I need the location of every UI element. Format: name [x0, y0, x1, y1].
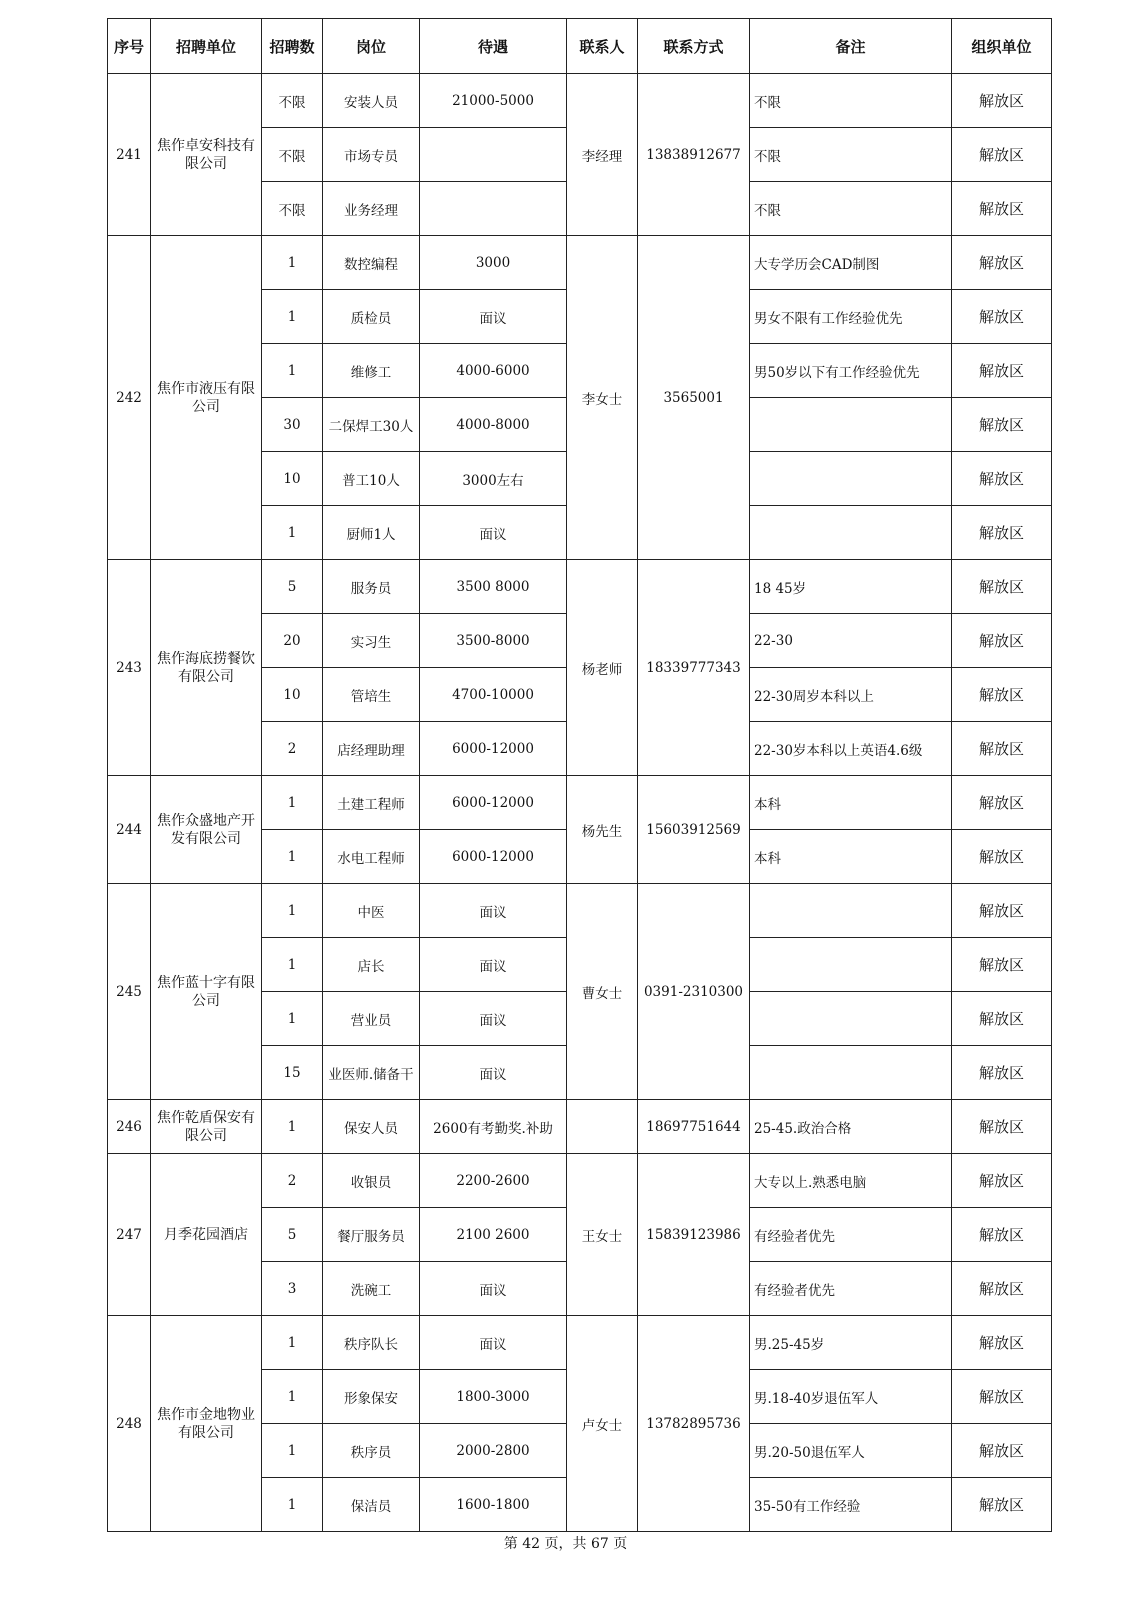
- cell-post: 普工10人: [323, 452, 420, 506]
- cell-note: 大专以上.熟悉电脑: [750, 1154, 952, 1208]
- cell-contact: 李经理: [567, 74, 638, 236]
- cell-note: 22-30周岁本科以上: [750, 668, 952, 722]
- cell-org: 解放区: [952, 74, 1052, 128]
- cell-post: 中医: [323, 884, 420, 938]
- cell-pay: 3000左右: [420, 452, 567, 506]
- header-phone: 联系方式: [638, 19, 750, 74]
- cell-count: 1: [262, 236, 323, 290]
- header-row: [108, 19, 1052, 74]
- cell-post: 土建工程师: [323, 776, 420, 830]
- cell-note: 男.20-50退伍军人: [750, 1424, 952, 1478]
- header-count: 招聘数: [262, 19, 323, 74]
- cell-note: 不限: [750, 182, 952, 236]
- table-row: [108, 236, 1052, 290]
- cell-count: 5: [262, 560, 323, 614]
- cell-post: 实习生: [323, 614, 420, 668]
- cell-note: 本科: [750, 776, 952, 830]
- cell-count: 不限: [262, 128, 323, 182]
- cell-pay: [420, 128, 567, 182]
- cell-post: 数控编程: [323, 236, 420, 290]
- cell-org: 解放区: [952, 560, 1052, 614]
- cell-pay: 6000-12000: [420, 776, 567, 830]
- cell-pay: 面议: [420, 1046, 567, 1100]
- cell-post: 店经理助理: [323, 722, 420, 776]
- cell-no: 247: [108, 1154, 151, 1316]
- cell-post: 保洁员: [323, 1478, 420, 1532]
- cell-note: 18 45岁: [750, 560, 952, 614]
- cell-count: 10: [262, 452, 323, 506]
- cell-pay: 面议: [420, 884, 567, 938]
- cell-post: 营业员: [323, 992, 420, 1046]
- cell-pay: 1800-3000: [420, 1370, 567, 1424]
- cell-org: 解放区: [952, 830, 1052, 884]
- cell-contact: 卢女士: [567, 1316, 638, 1532]
- cell-count: 10: [262, 668, 323, 722]
- header-org: 组织单位: [952, 19, 1052, 74]
- cell-org: 解放区: [952, 992, 1052, 1046]
- table-row: [108, 74, 1052, 128]
- cell-pay: 21000-5000: [420, 74, 567, 128]
- cell-count: 1: [262, 1316, 323, 1370]
- cell-unit: 焦作市金地物业有限公司: [151, 1316, 262, 1532]
- cell-org: 解放区: [952, 614, 1052, 668]
- cell-note: [750, 884, 952, 938]
- cell-no: 242: [108, 236, 151, 560]
- cell-org: 解放区: [952, 1046, 1052, 1100]
- cell-count: 15: [262, 1046, 323, 1100]
- cell-post: 收银员: [323, 1154, 420, 1208]
- cell-count: 3: [262, 1262, 323, 1316]
- cell-pay: 面议: [420, 938, 567, 992]
- header-post: 岗位: [323, 19, 420, 74]
- cell-post: 业务经理: [323, 182, 420, 236]
- cell-note: 有经验者优先: [750, 1262, 952, 1316]
- cell-contact: 杨老师: [567, 560, 638, 776]
- cell-note: [750, 506, 952, 560]
- cell-pay: 1600-1800: [420, 1478, 567, 1532]
- cell-post: 秩序员: [323, 1424, 420, 1478]
- cell-post: 安装人员: [323, 74, 420, 128]
- cell-no: 245: [108, 884, 151, 1100]
- cell-post: 二保焊工30人: [323, 398, 420, 452]
- cell-pay: 2000-2800: [420, 1424, 567, 1478]
- cell-org: 解放区: [952, 1424, 1052, 1478]
- cell-note: 男50岁以下有工作经验优先: [750, 344, 952, 398]
- table-row: [108, 1154, 1052, 1208]
- cell-note: [750, 452, 952, 506]
- cell-org: 解放区: [952, 236, 1052, 290]
- cell-post: 厨师1人: [323, 506, 420, 560]
- cell-contact: 杨先生: [567, 776, 638, 884]
- cell-pay: 2100 2600: [420, 1208, 567, 1262]
- cell-pay: 6000-12000: [420, 830, 567, 884]
- cell-post: 管培生: [323, 668, 420, 722]
- cell-count: 1: [262, 776, 323, 830]
- table-body: [108, 74, 1052, 1532]
- cell-unit: 焦作乾盾保安有限公司: [151, 1100, 262, 1154]
- cell-phone: 15603912569: [638, 776, 750, 884]
- cell-post: 餐厅服务员: [323, 1208, 420, 1262]
- table-row: [108, 776, 1052, 830]
- table-row: [108, 560, 1052, 614]
- header-unit: 招聘单位: [151, 19, 262, 74]
- cell-note: 大专学历会CAD制图: [750, 236, 952, 290]
- table-row: [108, 884, 1052, 938]
- cell-org: 解放区: [952, 1262, 1052, 1316]
- cell-count: 不限: [262, 74, 323, 128]
- cell-phone: 18339777343: [638, 560, 750, 776]
- cell-pay: 面议: [420, 290, 567, 344]
- cell-pay: 3500-8000: [420, 614, 567, 668]
- cell-phone: 0391-2310300: [638, 884, 750, 1100]
- cell-unit: 焦作市液压有限公司: [151, 236, 262, 560]
- cell-pay: 4700-10000: [420, 668, 567, 722]
- header-note: 备注: [750, 19, 952, 74]
- cell-count: 1: [262, 938, 323, 992]
- cell-org: 解放区: [952, 938, 1052, 992]
- cell-contact: 王女士: [567, 1154, 638, 1316]
- cell-pay: [420, 182, 567, 236]
- cell-note: 不限: [750, 74, 952, 128]
- table-row: [108, 1100, 1052, 1154]
- cell-org: 解放区: [952, 290, 1052, 344]
- cell-count: 1: [262, 290, 323, 344]
- cell-org: 解放区: [952, 1316, 1052, 1370]
- cell-org: 解放区: [952, 1370, 1052, 1424]
- header-pay: 待遇: [420, 19, 567, 74]
- header-no: 序号: [108, 19, 151, 74]
- cell-note: [750, 938, 952, 992]
- cell-unit: 焦作蓝十字有限公司: [151, 884, 262, 1100]
- cell-org: 解放区: [952, 128, 1052, 182]
- cell-org: 解放区: [952, 1208, 1052, 1262]
- cell-count: 1: [262, 1424, 323, 1478]
- cell-pay: 3500 8000: [420, 560, 567, 614]
- cell-post: 水电工程师: [323, 830, 420, 884]
- cell-org: 解放区: [952, 1478, 1052, 1532]
- cell-phone: 3565001: [638, 236, 750, 560]
- cell-no: 244: [108, 776, 151, 884]
- cell-count: 不限: [262, 182, 323, 236]
- cell-note: [750, 398, 952, 452]
- cell-contact: 曹女士: [567, 884, 638, 1100]
- cell-org: 解放区: [952, 1154, 1052, 1208]
- cell-org: 解放区: [952, 506, 1052, 560]
- cell-org: 解放区: [952, 182, 1052, 236]
- cell-post: 店长: [323, 938, 420, 992]
- cell-count: 1: [262, 884, 323, 938]
- cell-org: 解放区: [952, 452, 1052, 506]
- cell-unit: 焦作海底捞餐饮有限公司: [151, 560, 262, 776]
- cell-count: 5: [262, 1208, 323, 1262]
- cell-note: [750, 1046, 952, 1100]
- cell-pay: 面议: [420, 992, 567, 1046]
- cell-pay: 面议: [420, 506, 567, 560]
- cell-pay: 2600有考勤奖.补助: [420, 1100, 567, 1154]
- cell-note: 35-50有工作经验: [750, 1478, 952, 1532]
- cell-count: 20: [262, 614, 323, 668]
- page-footer: 第 42 页，共 67 页: [503, 1536, 628, 1552]
- cell-org: 解放区: [952, 398, 1052, 452]
- cell-org: 解放区: [952, 722, 1052, 776]
- cell-post: 服务员: [323, 560, 420, 614]
- cell-note: 本科: [750, 830, 952, 884]
- cell-pay: 2200-2600: [420, 1154, 567, 1208]
- header-contact: 联系人: [567, 19, 638, 74]
- cell-post: 市场专员: [323, 128, 420, 182]
- cell-pay: 面议: [420, 1262, 567, 1316]
- cell-org: 解放区: [952, 668, 1052, 722]
- cell-no: 248: [108, 1316, 151, 1532]
- cell-phone: 15839123986: [638, 1154, 750, 1316]
- cell-count: 1: [262, 344, 323, 398]
- cell-count: 1: [262, 992, 323, 1046]
- cell-no: 246: [108, 1100, 151, 1154]
- cell-note: [750, 992, 952, 1046]
- cell-note: 男女不限有工作经验优先: [750, 290, 952, 344]
- cell-count: 2: [262, 1154, 323, 1208]
- cell-note: 男.18-40岁退伍军人: [750, 1370, 952, 1424]
- cell-no: 241: [108, 74, 151, 236]
- cell-note: 22-30岁本科以上英语4.6级: [750, 722, 952, 776]
- cell-unit: 焦作众盛地产开发有限公司: [151, 776, 262, 884]
- cell-post: 洗碗工: [323, 1262, 420, 1316]
- cell-pay: 4000-6000: [420, 344, 567, 398]
- recruitment-table: [107, 18, 1052, 1532]
- cell-pay: 面议: [420, 1316, 567, 1370]
- cell-count: 1: [262, 830, 323, 884]
- cell-phone: 13782895736: [638, 1316, 750, 1532]
- cell-no: 243: [108, 560, 151, 776]
- cell-post: 秩序队长: [323, 1316, 420, 1370]
- cell-note: 不限: [750, 128, 952, 182]
- cell-phone: 13838912677: [638, 74, 750, 236]
- cell-pay: 4000-8000: [420, 398, 567, 452]
- cell-note: 男.25-45岁: [750, 1316, 952, 1370]
- cell-note: 25-45.政治合格: [750, 1100, 952, 1154]
- cell-phone: 18697751644: [638, 1100, 750, 1154]
- cell-post: 业医师.储备干: [323, 1046, 420, 1100]
- cell-contact: [567, 1100, 638, 1154]
- cell-count: 30: [262, 398, 323, 452]
- cell-post: 保安人员: [323, 1100, 420, 1154]
- cell-count: 1: [262, 1100, 323, 1154]
- cell-note: 有经验者优先: [750, 1208, 952, 1262]
- cell-org: 解放区: [952, 776, 1052, 830]
- cell-org: 解放区: [952, 1100, 1052, 1154]
- cell-pay: 6000-12000: [420, 722, 567, 776]
- cell-contact: 李女士: [567, 236, 638, 560]
- cell-post: 形象保安: [323, 1370, 420, 1424]
- cell-note: 22-30: [750, 614, 952, 668]
- cell-post: 质检员: [323, 290, 420, 344]
- cell-unit: 焦作卓安科技有限公司: [151, 74, 262, 236]
- cell-unit: 月季花园酒店: [151, 1154, 262, 1316]
- cell-pay: 3000: [420, 236, 567, 290]
- cell-org: 解放区: [952, 884, 1052, 938]
- cell-count: 1: [262, 1370, 323, 1424]
- table-row: [108, 1316, 1052, 1370]
- cell-count: 2: [262, 722, 323, 776]
- cell-count: 1: [262, 1478, 323, 1532]
- cell-org: 解放区: [952, 344, 1052, 398]
- cell-post: 维修工: [323, 344, 420, 398]
- cell-count: 1: [262, 506, 323, 560]
